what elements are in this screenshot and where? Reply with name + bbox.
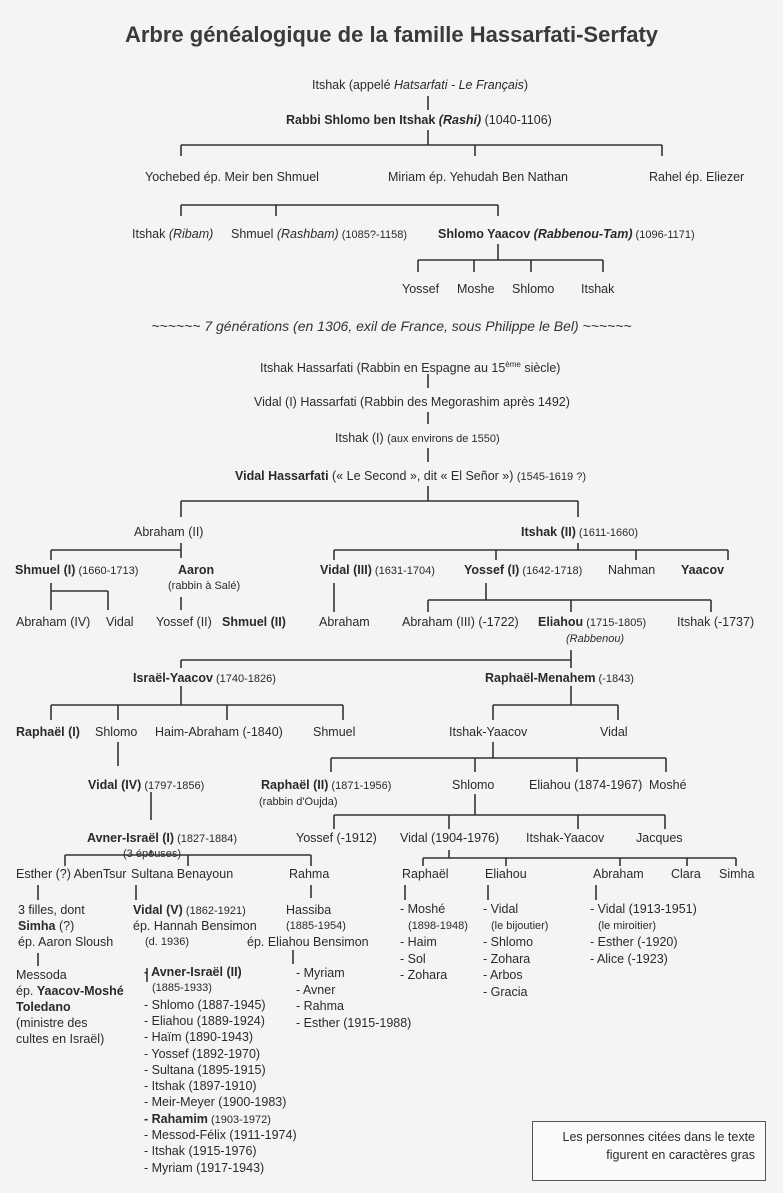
vidal-v-child-item xyxy=(144,1095,286,1110)
node-shmuel-i xyxy=(15,563,138,579)
node-israel-yaacov xyxy=(133,671,276,687)
node-itshak-ii-name: Itshak (II) xyxy=(521,525,576,539)
node-eliahou-1904: Eliahou xyxy=(485,867,527,881)
raphael-child-item: - Moshé xyxy=(400,902,446,916)
node-itshak-hatsarfati-close: ) xyxy=(523,78,529,92)
raphael-child-item: - Sol xyxy=(400,951,426,966)
node-rabbenou-tam xyxy=(438,227,695,243)
node-nahman: Nahman xyxy=(608,563,656,577)
eliahou-child-item: - Gracia xyxy=(483,984,528,999)
hassiba-child-item: - Esther (1915-1988) xyxy=(296,1015,412,1030)
legend-line-1: Les personnes citées dans le texte xyxy=(562,1130,755,1144)
node-moshe-shlomo: Moshé xyxy=(649,778,687,792)
node-itshak-1737: Itshak (-1737) xyxy=(677,615,755,629)
vidal-v-child-item xyxy=(144,998,266,1013)
abraham-child-item: - Alice (-1923) xyxy=(590,951,668,966)
node-vidal-menahem: Vidal xyxy=(600,725,628,739)
node-eliahou-note: (Rabbenou) xyxy=(566,633,625,645)
node-sultana-benayoun: Sultana Benayoun xyxy=(131,867,234,881)
node-vidal-v xyxy=(133,903,246,919)
node-rashi-dates: (1040-1106) xyxy=(481,113,552,127)
vidal-v-child-item xyxy=(152,981,212,996)
raphael-child-item: - Zohara xyxy=(400,968,448,982)
node-messoda-toledano: Toledano xyxy=(16,1000,71,1014)
node-itshak-hatsarfati xyxy=(312,78,528,93)
node-clara: Clara xyxy=(671,867,701,881)
node-vidal-v-dates: (1862-1921) xyxy=(182,905,246,917)
node-eliahou-dates: (1715-1805) xyxy=(583,617,647,629)
node-itshak-ii xyxy=(521,525,638,541)
node-yossef: Yossef xyxy=(402,282,440,296)
node-abraham-iv: Abraham (IV) xyxy=(16,615,91,629)
node-itshak-yaacov-2: Itshak-Yaacov xyxy=(526,831,605,845)
node-vidal-i: Vidal (I) Hassarfati (Rabbin des Megorashim après 1492) xyxy=(254,395,570,409)
node-simha-spouse: ép. Aaron Sloush xyxy=(18,935,114,949)
node-shlomo: Shlomo xyxy=(512,282,555,296)
node-raphael-i: Raphaël (I) xyxy=(16,725,80,739)
vidal-v-child-item xyxy=(144,1144,257,1159)
node-avner-israel-i-dates: (1827-1884) xyxy=(174,833,238,845)
node-itshak-ii-dates: (1611-1660) xyxy=(575,527,639,539)
vidal-v-child-item xyxy=(144,1079,257,1094)
node-miriam: Miriam ép. Yehudah Ben Nathan xyxy=(388,170,568,184)
vidal-v-child-item-name: - Messod-Félix (1911-1974) xyxy=(144,1128,297,1142)
node-raphael-menahem-dates: (-1843) xyxy=(595,673,634,685)
vidal-v-child-item xyxy=(144,1161,264,1176)
node-messoda-note-2: cultes en Israël) xyxy=(16,1032,105,1046)
node-abraham-son-vidal3: Abraham xyxy=(319,615,370,629)
node-simha-daughter xyxy=(18,919,74,934)
node-raphael-ii xyxy=(261,778,391,794)
node-raphael-ii-name: Raphaël (II) xyxy=(261,778,329,792)
node-vidal-v-spouse: ép. Hannah Bensimon xyxy=(133,919,257,933)
node-avner-note: (3 épouses) xyxy=(123,848,182,860)
vidal-v-child-item-name: - Rahamim xyxy=(144,1111,208,1126)
node-rahel: Rahel ép. Eliezer xyxy=(649,170,745,184)
vidal-v-child-item xyxy=(144,1030,253,1045)
node-simha-daughter-name: Simha xyxy=(18,919,56,933)
node-abraham-iii: Abraham (III) (-1722) xyxy=(402,615,519,629)
node-yossef-ii: Yossef (II) xyxy=(156,615,212,629)
node-ribam xyxy=(132,227,213,242)
node-yaacov: Yaacov xyxy=(681,563,725,577)
node-vidal-iv-dates: (1797-1856) xyxy=(141,780,205,792)
node-vidal-iii xyxy=(320,563,435,579)
node-raphael-1904: Raphaël xyxy=(402,867,449,881)
vidal-v-child-item xyxy=(144,1047,260,1062)
node-vidal-iii-name: Vidal (III) xyxy=(320,563,372,577)
node-itshak-hatsarfati-name: Itshak (appelé xyxy=(312,78,394,92)
node-avner-israel-i xyxy=(87,831,237,847)
eliahou-child-item: (le bijoutier) xyxy=(491,919,549,932)
eliahou-child-item: - Shlomo xyxy=(483,935,534,949)
abraham-child-item: (le miroitier) xyxy=(598,919,657,932)
node-hassiba: Hassiba xyxy=(286,903,332,917)
hassiba-child-item: - Avner xyxy=(296,982,336,997)
node-haim-abraham: Haim-Abraham (-1840) xyxy=(155,725,283,739)
legend-line-2: figurent en caractères gras xyxy=(606,1148,755,1162)
vidal-v-child-item-name: - Avner-Israël (II) xyxy=(144,965,242,979)
vidal-v-child-item-name: - Haïm (1890-1943) xyxy=(144,1030,254,1045)
page-title: Arbre généalogique de la famille Hassarfati-Serfaty xyxy=(124,22,659,47)
node-vidal-hassarfati xyxy=(235,469,586,485)
node-raphael-menahem-name: Raphaël-Menahem xyxy=(485,671,596,685)
node-raphael-ii-note: (rabbin d'Oujda) xyxy=(259,796,338,808)
node-tam-nickname: (Rabbenou-Tam) xyxy=(533,227,633,241)
node-shmuel-ii: Shmuel (II) xyxy=(222,615,286,629)
vidal-v-child-item xyxy=(144,965,242,980)
vidal-v-child-item-name: (1885-1933) xyxy=(152,982,212,995)
node-rashbam-nickname: (Rashbam) xyxy=(276,227,339,241)
node-tam-dates: (1096-1171) xyxy=(632,229,695,241)
node-itshak-hassarfati-sup: ème xyxy=(505,360,521,369)
vidal-v-child-item xyxy=(144,1112,271,1128)
node-vidal-son-shmuel: Vidal xyxy=(106,615,134,629)
node-messoda-note-1: (ministre des xyxy=(16,1016,88,1030)
node-eliahou-name: Eliahou xyxy=(538,615,584,629)
node-vidal-1904: Vidal (1904-1976) xyxy=(400,831,500,845)
node-shlomo-israel: Shlomo xyxy=(95,725,138,739)
vidal-v-child-item-name: - Eliahou (1889-1924) xyxy=(144,1013,265,1028)
node-itshak-hassarfati-tail: siècle) xyxy=(520,361,561,376)
node-itshak-i-name: Itshak (I) xyxy=(335,431,388,445)
generations-gap-note: ~~~~~~ 7 générations (en 1306, exil de France, sous Philippe le Bel) ~~~~~~ xyxy=(151,318,632,334)
node-aaron: Aaron xyxy=(178,563,215,577)
node-rashi-name: Rabbi Shlomo ben Itshak xyxy=(286,113,439,127)
node-vidal-hassarfati-name: Vidal Hassarfati xyxy=(235,469,329,483)
node-abraham-1904: Abraham xyxy=(593,867,644,881)
node-rashi-nickname: (Rashi) xyxy=(438,113,482,127)
node-messoda-spouse-name: Yaacov-Moshé xyxy=(36,984,124,998)
node-yossef-i xyxy=(464,563,582,579)
hassiba-child-item: - Rahma xyxy=(296,999,344,1013)
node-shmuel-i-dates: (1660-1713) xyxy=(75,565,139,577)
node-rahma: Rahma xyxy=(289,867,330,881)
node-itshak-hatsarfati-nickname: Hatsarfati - Le Français xyxy=(394,78,524,92)
node-abraham-ii: Abraham (II) xyxy=(134,525,204,539)
vidal-v-child-item-dates: (1903-1972) xyxy=(207,1113,271,1126)
raphael-child-item: (1898-1948) xyxy=(408,919,468,932)
node-vidal-hassarfati-nick: (« Le Second », dit « El Señor ») xyxy=(328,469,517,483)
node-raphael-ii-dates: (1871-1956) xyxy=(328,780,392,792)
node-esther-abentsur: Esther (?) AbenTsur xyxy=(16,867,127,881)
eliahou-child-item: - Zohara xyxy=(483,951,531,966)
node-rashbam-name: Shmuel xyxy=(231,227,277,241)
node-hassiba-spouse: ép. Eliahou Bensimon xyxy=(247,935,369,949)
node-simha-daughter-q: (?) xyxy=(55,919,75,933)
node-ribam-nickname: (Ribam) xyxy=(168,227,214,241)
abraham-child-item: - Esther (-1920) xyxy=(590,935,678,949)
node-raphael-menahem xyxy=(485,671,634,687)
node-eliahou-1874: Eliahou (1874-1967) xyxy=(529,778,643,792)
node-vidal-v-name: Vidal (V) xyxy=(133,903,183,917)
legend-box xyxy=(532,1121,766,1181)
node-israel-yaacov-dates: (1740-1826) xyxy=(212,673,276,685)
node-israel-yaacov-name: Israël-Yaacov xyxy=(133,671,213,685)
node-aaron-note: (rabbin à Salé) xyxy=(168,580,241,592)
node-yochebed: Yochebed ép. Meir ben Shmuel xyxy=(145,170,319,184)
node-itshak-hassarfati xyxy=(260,357,560,376)
vidal-v-child-item-name: - Itshak (1897-1910) xyxy=(144,1079,257,1094)
node-itshak-hassarfati-text: Itshak Hassarfati (Rabbin en Espagne au 15 xyxy=(260,361,506,376)
node-yossef-i-dates: (1642-1718) xyxy=(519,565,583,577)
node-vidal-v-spouse-death: (d. 1936) xyxy=(145,936,190,948)
node-itshak: Itshak xyxy=(581,282,615,296)
node-tam-name: Shlomo Yaacov xyxy=(438,227,534,241)
node-shmuel-i-name: Shmuel (I) xyxy=(15,563,76,577)
vidal-v-child-item-name: - Yossef (1892-1970) xyxy=(144,1046,261,1061)
node-rashbam-dates: (1085?-1158) xyxy=(338,229,407,241)
node-messoda-ep: ép. xyxy=(16,984,37,998)
eliahou-child-item: - Arbos xyxy=(483,968,523,982)
raphael-child-item: - Haim xyxy=(400,935,437,949)
node-yossef-i-name: Yossef (I) xyxy=(464,563,520,577)
node-rashi xyxy=(286,113,552,128)
node-vidal-iv-name: Vidal (IV) xyxy=(88,778,142,792)
node-eliahou xyxy=(538,615,646,631)
vidal-v-child-item-name: - Meir-Meyer (1900-1983) xyxy=(144,1095,287,1110)
node-jacques: Jacques xyxy=(636,831,683,845)
vidal-v-child-item-name: - Myriam (1917-1943) xyxy=(144,1160,265,1175)
node-ribam-name: Itshak xyxy=(132,227,169,241)
vidal-v-child-item-name: - Shlomo (1887-1945) xyxy=(144,997,266,1012)
node-itshak-i-dates: (aux environs de 1550) xyxy=(387,433,500,445)
vidal-v-child-item xyxy=(144,1014,265,1029)
node-rashbam xyxy=(231,227,407,243)
node-messoda-spouse xyxy=(16,984,124,999)
node-vidal-hassarfati-dates: (1545-1619 ?) xyxy=(516,471,586,483)
abraham-child-item: - Vidal (1913-1951) xyxy=(590,902,697,916)
node-shmuel-israel: Shmuel xyxy=(313,725,356,739)
node-hassiba-dates: (1885-1954) xyxy=(286,920,346,932)
node-moshe: Moshe xyxy=(457,282,495,296)
node-vidal-iv xyxy=(88,778,204,794)
eliahou-child-item: - Vidal xyxy=(483,902,519,916)
node-shlomo-itshak-yaacov: Shlomo xyxy=(452,778,495,792)
node-itshak-yaacov: Itshak-Yaacov xyxy=(449,725,528,739)
node-itshak-i xyxy=(335,431,500,447)
hassiba-child-item: - Myriam xyxy=(296,966,345,980)
node-trois-filles: 3 filles, dont xyxy=(18,903,85,917)
vidal-v-child-item xyxy=(144,1128,297,1143)
vidal-v-child-item-name: - Itshak (1915-1976) xyxy=(144,1144,257,1159)
node-yossef-1912: Yossef (-1912) xyxy=(296,831,377,845)
vidal-v-child-item xyxy=(144,1063,266,1078)
node-messoda: Messoda xyxy=(16,968,67,982)
node-vidal-iii-dates: (1631-1704) xyxy=(371,565,435,577)
node-simha: Simha xyxy=(719,867,755,881)
vidal-v-child-item-name: - Sultana (1895-1915) xyxy=(144,1062,266,1077)
node-avner-israel-i-name: Avner-Israël (I) xyxy=(87,831,175,845)
